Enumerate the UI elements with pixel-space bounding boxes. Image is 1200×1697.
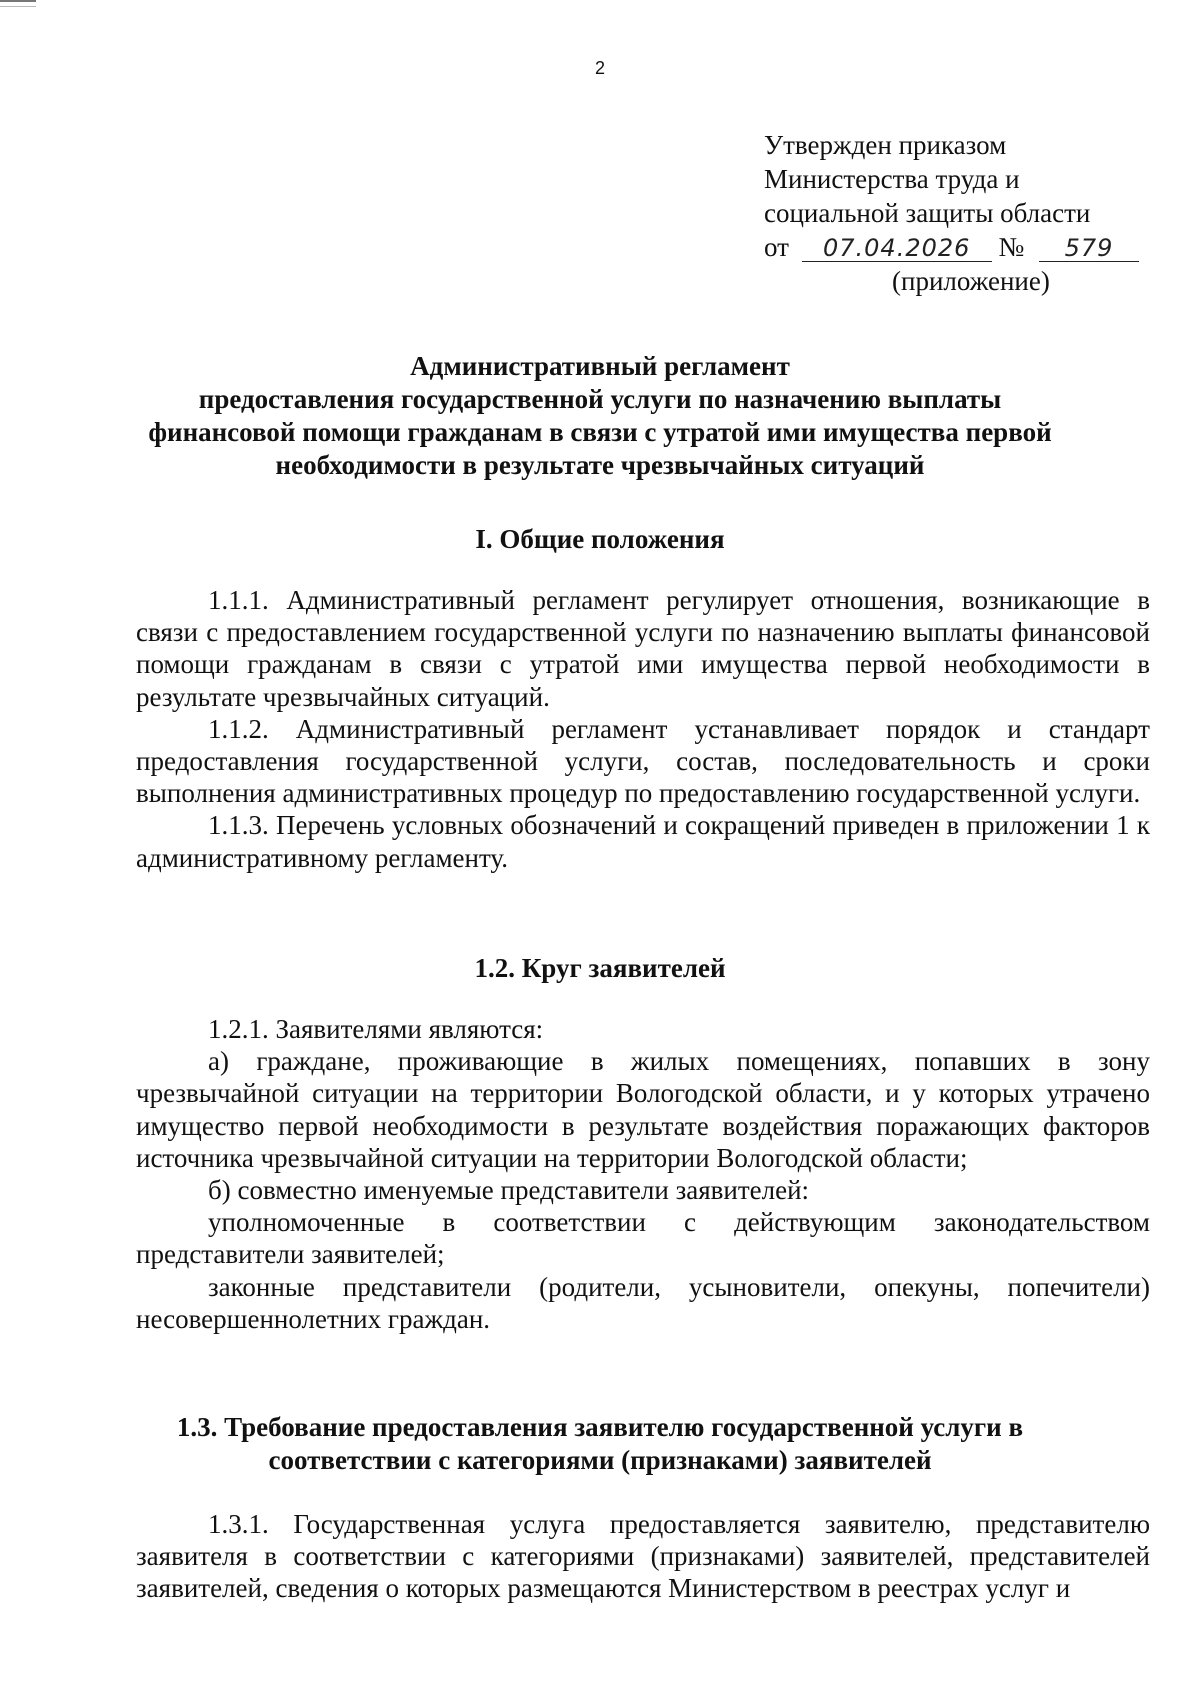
section-1-heading: I. Общие положения (475, 524, 725, 554)
approval-stamp-block (764, 128, 1144, 298)
title-line-3: финансовой помощи гражданам в связи с утратой ими имущества первой (148, 417, 1052, 447)
paragraph-1-1-2: 1.1.2. Административный регламент устанавливает порядок и стандарт предоставления государственной услуги, состав, последовательность и сроки выполнения административных процедур по предоставлению государственной услуги. (136, 713, 1150, 809)
paragraph-1-1-3: 1.1.3. Перечень условных обозначений и сокращений приведен в приложении 1 к административному регламенту. (136, 810, 1150, 873)
section-3-heading (100, 1411, 1100, 1477)
number-field (1039, 234, 1139, 262)
date-prefix: от (764, 232, 789, 262)
section-2-body (136, 1013, 1150, 1335)
document-title (100, 350, 1100, 482)
handwritten-number: 579 (1064, 234, 1114, 262)
section-2-heading: 1.2. Круг заявителей (474, 953, 726, 983)
paragraph-legal-reps: законные представители (родители, усыновители, опекуны, попечители) несовершеннолетних граждан. (136, 1271, 1150, 1334)
date-field (802, 234, 992, 262)
paragraph-applicants-b: б) совместно именуемые представители заявителей: (208, 1175, 810, 1206)
title-line-1: Административный регламент (410, 351, 790, 381)
number-prefix: № (998, 232, 1025, 262)
approval-order-line (764, 230, 1144, 264)
annex-label: (приложение) (892, 266, 1050, 296)
paragraph-1-2-1: 1.2.1. Заявителями являются: (208, 1014, 544, 1044)
page-number: 2 (594, 58, 605, 78)
section-1-body (136, 584, 1150, 874)
title-line-4: необходимости в результате чрезвычайных ситуаций (275, 450, 925, 480)
section-3-heading-line-2: соответствии с категориями (признаками) заявителей (268, 1445, 932, 1475)
handwritten-date: 07.04.2026 (822, 234, 971, 262)
approval-line-1: Утвержден приказом (764, 130, 1007, 160)
paragraph-authorized-reps: уполномоченные в соответствии с действующим законодательством представители заявителей; (136, 1207, 1150, 1270)
scan-edge-mark (0, 0, 36, 7)
title-line-2: предоставления государственной услуги по назначению выплаты (198, 384, 1002, 414)
section-3-heading-line-1: 1.3. Требование предоставления заявителю государственной услуги в (176, 1412, 1024, 1442)
section-3-body (136, 1508, 1150, 1605)
paragraph-applicants-a: а) граждане, проживающие в жилых помещениях, попавших в зону чрезвычайной ситуации на территории Вологодской области, и у которых утрачено имущество первой необходимости в результате воздействия поражающих факторов источника чрезвычайной ситуации на территории Вологодской области; (136, 1046, 1150, 1173)
approval-line-2: Министерства труда и (764, 164, 1020, 194)
paragraph-1-3-1: 1.3.1. Государственная услуга предоставляется заявителю, представителю заявителя в соответствии с категориями (признаками) заявителей, представителей заявителей, сведения о которых размещаются Министерством в реестрах услуг и (136, 1509, 1150, 1604)
approval-line-3: социальной защиты области (764, 198, 1091, 228)
paragraph-1-1-1: 1.1.1. Административный регламент регулирует отношения, возникающие в связи с предоставлением государственной услуги по назначению выплаты финансовой помощи гражданам в связи с утратой ими имущества первой необходимости в результате чрезвычайных ситуаций. (136, 585, 1150, 712)
